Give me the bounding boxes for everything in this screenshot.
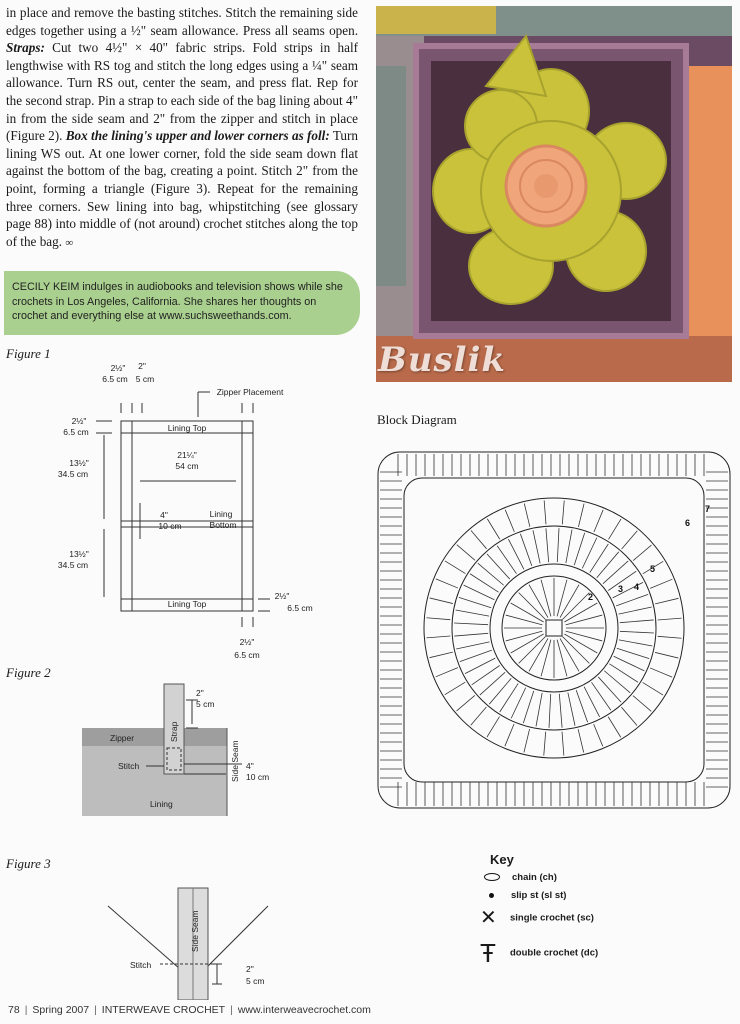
round-number-7: 7 (705, 504, 711, 514)
f2-right-in: 4" (246, 761, 254, 771)
stitch-mark (506, 631, 543, 641)
stitch-mark (541, 580, 551, 617)
stitch-mark (536, 693, 542, 726)
round-number-4: 4 (634, 582, 640, 592)
stitch-mark (658, 636, 682, 638)
f2-right-cm: 10 cm (246, 772, 270, 782)
stitch-mark (456, 610, 489, 616)
stitch-mark (619, 640, 652, 646)
figure3-diagram (0, 880, 370, 1000)
stitch-mark (520, 534, 531, 566)
stitch-mark (621, 707, 637, 725)
round-number-3: 3 (618, 584, 624, 594)
stitch-mark (655, 652, 678, 658)
f1-lining-top: Lining Top (167, 423, 207, 433)
stitch-mark (633, 696, 651, 712)
f1-left3-cm: 34.5 cm (57, 560, 89, 570)
stitch-mark (524, 729, 530, 752)
stitch-mark (557, 528, 559, 562)
f1-right-in: 2½" (274, 591, 290, 601)
stitch-mark (436, 668, 458, 677)
stitch-mark (562, 732, 564, 756)
f3-stitch: Stitch (130, 960, 152, 970)
f1-top-in: 2½" (110, 363, 126, 373)
page-footer: 78 | Spring 2007 | INTERWEAVE CROCHET | www.interweavecrochet.com (8, 1004, 371, 1016)
stitch-mark (604, 671, 630, 693)
stitch-mark (429, 652, 452, 658)
stitch-mark (598, 677, 621, 702)
end-mark-icon: ∞ (65, 236, 74, 249)
stitch-mark (597, 552, 619, 578)
stitch-mark (617, 648, 649, 658)
stitch-mark (578, 504, 584, 527)
stitch-mark (460, 650, 492, 661)
f1-left3-in: 13½" (69, 549, 89, 559)
stitch-mark (574, 533, 584, 565)
straps-heading: Straps: (6, 40, 45, 56)
stitch-mark (566, 530, 572, 563)
f2-top-cm: 5 cm (196, 699, 215, 709)
stitch-mark (650, 579, 672, 588)
stitch-mark (470, 574, 499, 592)
key-item-dc: Ŧ double crochet (dc) (480, 938, 599, 968)
stitch-mark (487, 554, 510, 579)
stitch-mark (568, 693, 575, 726)
stitch-mark (454, 633, 488, 636)
block-diagram-label: Block Diagram (377, 412, 457, 427)
key-title: Key (490, 852, 514, 867)
stitch-mark (608, 519, 621, 539)
f1-bottom-in: 4" (160, 510, 168, 520)
stitch-mark (603, 561, 628, 584)
crochet-photo-art (376, 6, 732, 382)
stitch-mark (544, 500, 546, 524)
stitch-mark (609, 664, 638, 682)
stitch-mark (436, 579, 458, 588)
f1-bottomdim-cm: 6.5 cm (234, 650, 260, 660)
stitch-mark (633, 545, 651, 561)
stitch-mark (557, 580, 567, 617)
stitch-mark (430, 598, 453, 604)
stitch-mark (524, 503, 530, 526)
stitch-mark (614, 656, 645, 671)
f3-dim-cm: 5 cm (246, 976, 265, 986)
figure2-diagram (0, 680, 370, 840)
f1-left1-cm: 6.5 cm (63, 427, 89, 437)
f1-lining-bottom-1: Lining (209, 509, 233, 519)
f2-top-in: 2" (196, 688, 204, 698)
f1-zipper-label: Zipper Placement (216, 387, 284, 397)
stitch-key (480, 852, 720, 968)
stitch-mark (505, 724, 514, 746)
magazine-url[interactable]: www.interweavecrochet.com (237, 1004, 371, 1016)
stitch-mark (658, 618, 682, 620)
stitch-mark (622, 531, 638, 549)
f3-dim-in: 2" (246, 964, 254, 974)
f1-right-cm: 6.5 cm (287, 603, 313, 613)
stitch-mark (454, 623, 488, 625)
stitch-mark (594, 724, 603, 746)
stitch-mark (511, 688, 526, 719)
author-bio: CECILY KEIM indulges in audiobooks and television shows while she crochets in Los Angeles, California. She shares her thoughts on crochet and everything else at www.suchsweethands.com. (4, 271, 360, 335)
single-crochet-x-icon: ✕ (480, 907, 497, 929)
article-body (6, 4, 358, 252)
stitch-mark (478, 563, 504, 585)
stitch-mark (445, 561, 465, 574)
f2-zipper: Zipper (110, 733, 135, 743)
stitch-mark (620, 620, 654, 623)
figure2-label: Figure 2 (6, 665, 51, 680)
f2-stitch: Stitch (118, 761, 140, 771)
figure3-label: Figure 3 (6, 856, 51, 871)
watermark: Buslik (378, 340, 506, 380)
stitch-mark (544, 732, 546, 756)
figure1-diagram (0, 355, 370, 665)
stitch-mark (489, 678, 511, 704)
stitch-mark (546, 528, 549, 562)
stitch-mark (471, 707, 487, 725)
stitch-mark (566, 631, 603, 641)
f1-lining-top-2: Lining Top (167, 599, 207, 609)
key-item-sc: ✕ single crochet (sc) (480, 907, 594, 929)
key-item-slip: slip st (sl st) (480, 890, 566, 901)
stitch-mark (590, 544, 608, 573)
f1-left1-in: 2½" (71, 416, 87, 426)
stitch-mark (456, 642, 489, 649)
stitch-mark (459, 597, 491, 607)
f1-left2-in: 13½" (69, 458, 89, 468)
stitch-mark (562, 500, 564, 524)
key-item-chain: chain (ch) (480, 872, 557, 883)
f1-top-cm: 6.5 cm (102, 374, 128, 384)
chain-oval-icon (484, 873, 500, 881)
block-diagram (374, 448, 734, 812)
round-number-5: 5 (650, 564, 656, 574)
stitch-mark (557, 640, 567, 677)
issue: Spring 2007 (32, 1004, 90, 1016)
stitch-mark (457, 695, 475, 711)
stitch-mark (457, 545, 475, 561)
stitch-mark (559, 694, 562, 728)
stitch-mark (594, 510, 603, 532)
stitch-mark (480, 672, 505, 695)
stitch-mark (620, 631, 654, 633)
stitch-mark (576, 690, 587, 722)
stitch-mark (523, 691, 533, 723)
stitch-mark (426, 636, 450, 638)
stitch-mark (650, 668, 672, 677)
f1-bottom-cm: 10 cm (158, 521, 182, 531)
f1-top2-cm: 5 cm (135, 374, 155, 384)
stitch-mark (445, 682, 465, 695)
f1-top2-in: 2" (138, 361, 146, 371)
stitch-mark (608, 717, 621, 737)
stitch-mark (487, 519, 500, 539)
f2-strap: Strap (169, 721, 179, 742)
stitch-mark (578, 729, 584, 752)
f3-side-seam: Side Seam (190, 910, 200, 952)
f1-width-cm: 54 cm (175, 461, 199, 471)
stitch-mark (619, 607, 652, 614)
slip-dot-icon (489, 893, 494, 898)
stitch-mark (487, 717, 500, 737)
stitch-mark (643, 682, 663, 695)
f1-lining-bottom-2: Bottom (209, 520, 237, 530)
stitch-mark (500, 683, 518, 712)
box-lining-heading: Box the lining's upper and lower corners as foll: (65, 128, 330, 144)
double-crochet-t-icon: Ŧ (480, 938, 496, 968)
stitch-mark (533, 530, 540, 563)
stitch-mark (655, 598, 678, 604)
round-number-6: 6 (685, 518, 691, 528)
stitch-mark (616, 594, 648, 605)
stitch-mark (506, 615, 543, 625)
page-number: 78 (8, 1004, 20, 1016)
stitch-mark (541, 640, 551, 677)
stitch-mark (464, 585, 495, 600)
f1-width-in: 21¼" (177, 450, 197, 460)
magazine-name: INTERWEAVE CROCHET (101, 1004, 226, 1016)
f2-lining: Lining (150, 799, 173, 809)
stitch-mark (471, 531, 487, 549)
f2-side-seam: Side Seam (230, 740, 240, 782)
round-number-2: 2 (588, 592, 594, 602)
stitch-mark (582, 538, 597, 569)
crochet-photo (376, 6, 732, 382)
f1-left2-cm: 34.5 cm (57, 469, 89, 479)
stitch-mark (549, 694, 551, 728)
figure1-label: Figure 1 (6, 346, 51, 361)
stitch-mark (505, 510, 514, 532)
stitch-mark (426, 618, 450, 620)
stitch-mark (566, 615, 603, 625)
f1-bottomdim-in: 2½" (239, 637, 255, 647)
article-paragraph: in place and remove the basting stitches. Stitch the remaining side edges together using a ½" seam allowance. Press all seams open. Straps: Cut two 4½" × 40" fabric strips. Fold strips in half lengthwise with RS tog and stitch the long edges using a ¼" seam allowance. Turn RS out, center the seam, and press flat. Rep for the second strap. Pin a strap to each side of the bag lining about 4" in from the side seam and 2" from the zipper and stitch in place (Figure 2). Box the lining's upper and lower corners as foll: Turn lining WS out. At one lower corner, fold the side seam down flat against the bottom of the bag, creating a point. Stitch 2" from the point, forming a triangle (Figure 3). Repeat for the remaining three corners. Sew lining into bag, whipstitching (see glossary page 88) into middle of (not around) crochet stitches along the top of the bag. ∞ (6, 5, 358, 249)
